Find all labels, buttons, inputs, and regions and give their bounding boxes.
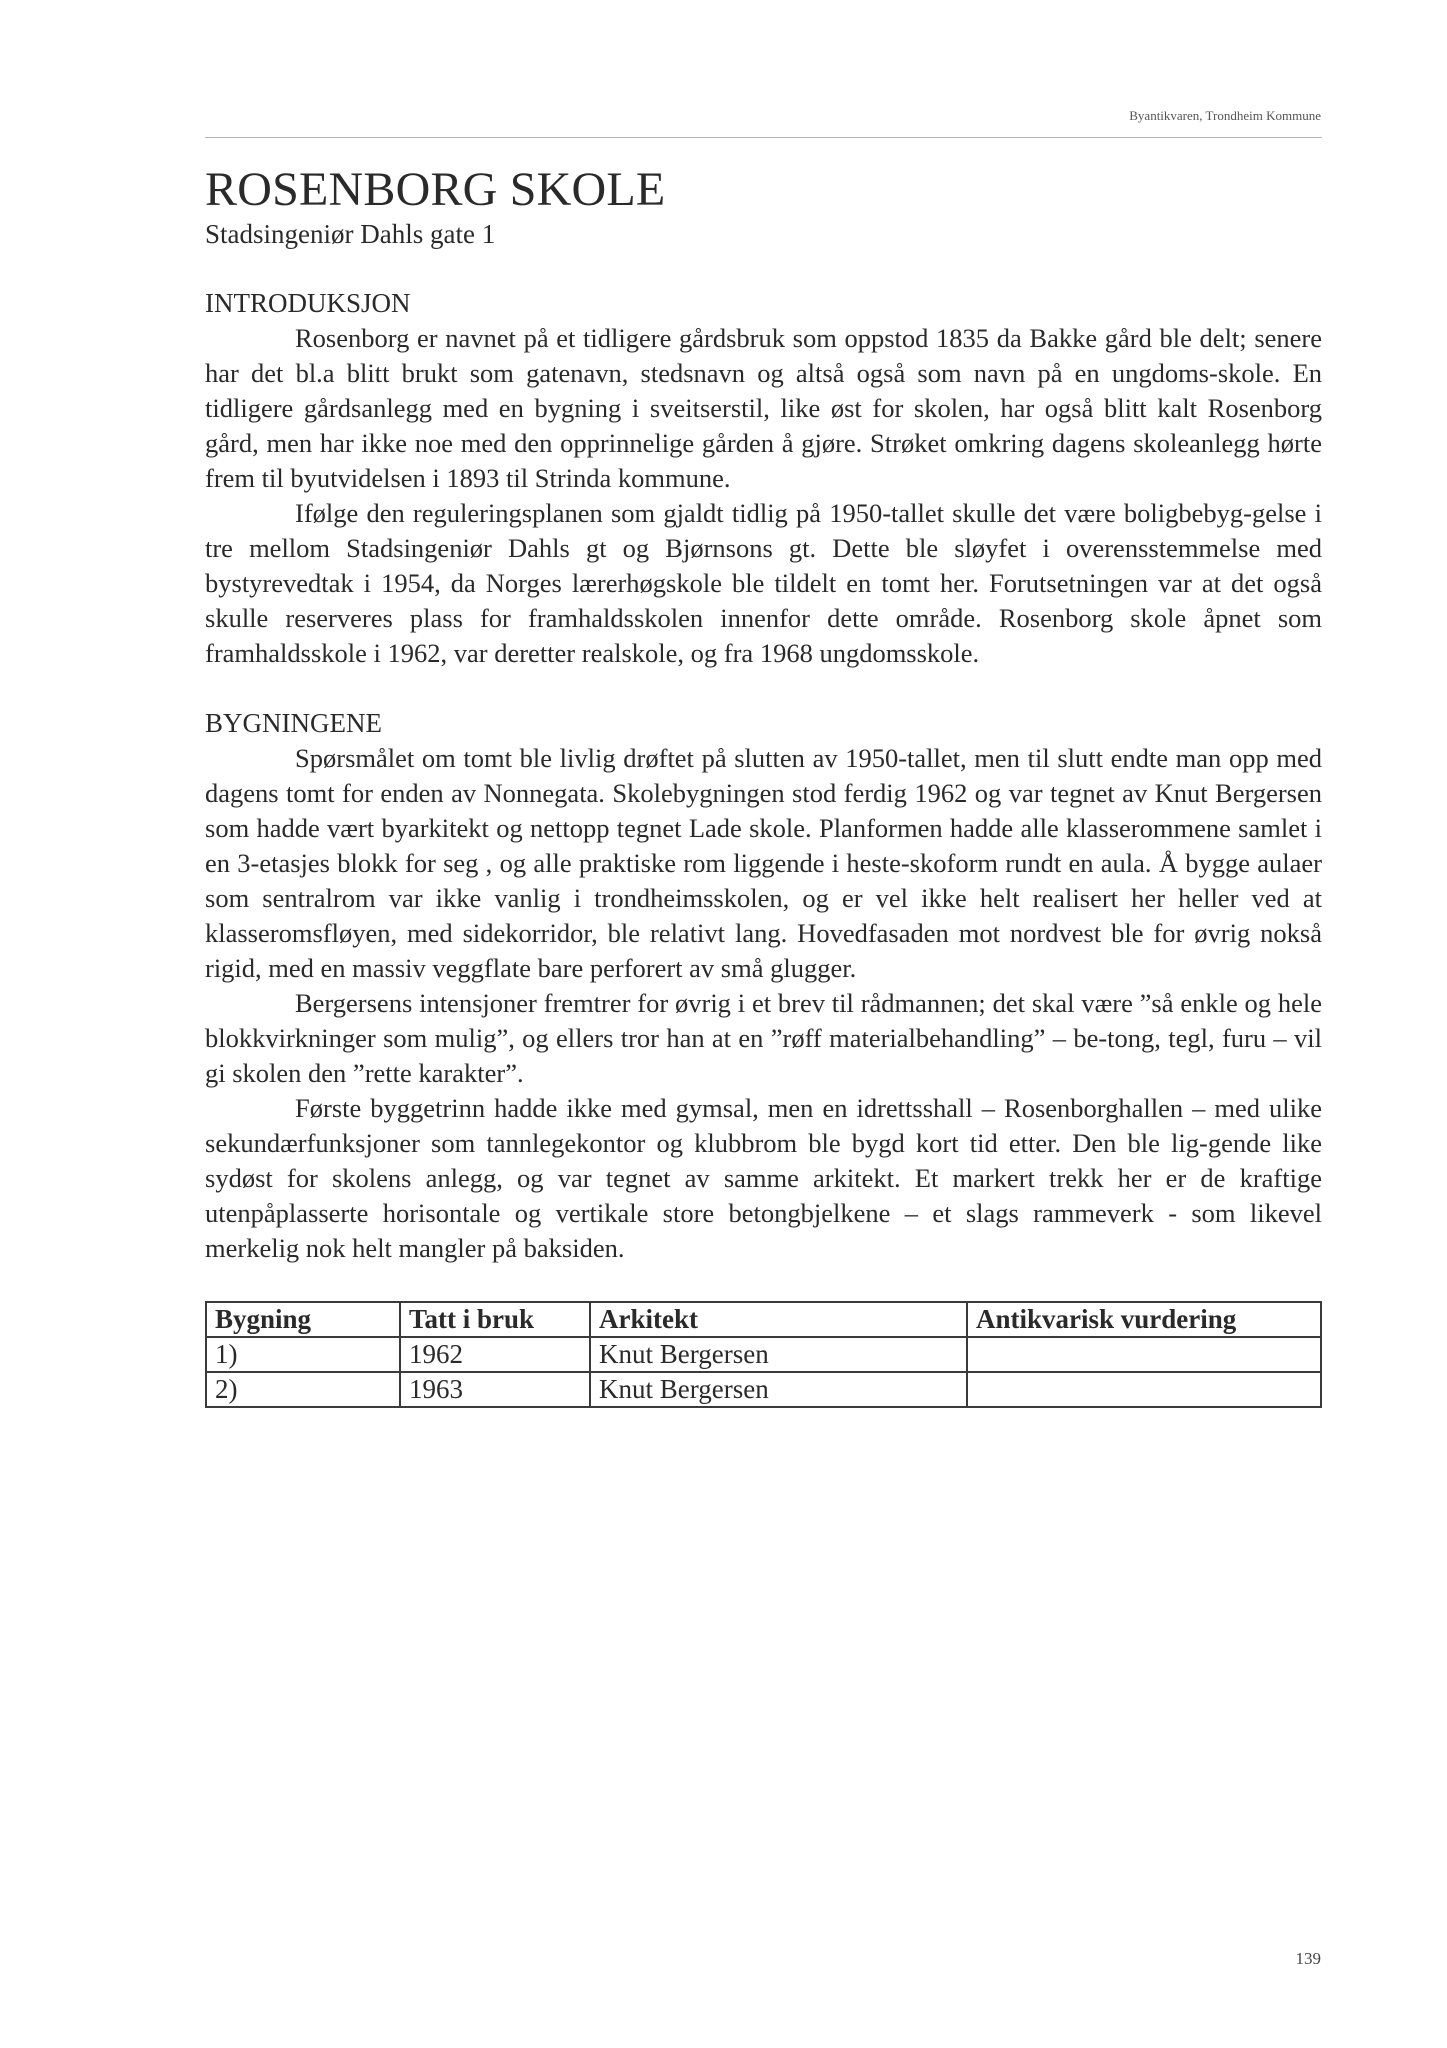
paragraph: Rosenborg er navnet på et tidligere gårdsbruk som oppstod 1835 da Bakke gård ble delt; senere har det bl.a blitt brukt som gatenavn, stedsnavn og altså også som navn på en ungdoms-skole. En tidligere gårdsanlegg med en bygning i sveitserstil, like øst for skolen, har også blitt kalt Rosenborg gård, men har ikke noe med den opprinnelige gården å gjøre. Strøket omkring dagens skoleanlegg hørte frem til byutvidelsen i 1893 til Strinda kommune. (205, 323, 1322, 493)
column-header-antikvarisk-vurdering: Antikvarisk vurdering (967, 1302, 1321, 1337)
section-bygningene (205, 706, 1322, 1266)
page-number: 139 (1295, 1949, 1321, 1968)
section-heading: INTRODUKSJON (205, 288, 411, 318)
page-subtitle: Stadsingeniør Dahls gate 1 (205, 219, 496, 249)
table-cell: Knut Bergersen (590, 1337, 967, 1372)
table-header-row (206, 1302, 1321, 1337)
paragraph: Spørsmålet om tomt ble livlig drøftet på slutten av 1950-tallet, men til slutt endte man opp med dagens tomt for enden av Nonnegata. Skolebygningen stod ferdig 1962 og var tegnet av Knut Bergersen som hadde vært byarkitekt og nettopp tegnet Lade skole. Planformen hadde alle klasserommene samlet i en 3-etasjes blokk for seg , og alle praktiske rom liggende i heste-skoform rundt en aula. Å bygge aulaer som sentralrom var ikke vanlig i trondheimsskolen, og er vel ikke helt realisert her heller ved at klasseromsfløyen, med sidekorridor, ble relativt lang. Hovedfasaden mot nordvest ble for øvrig nokså rigid, med en massiv veggflate bare perforert av små glugger. (205, 743, 1322, 983)
column-header-arkitekt: Arkitekt (590, 1302, 967, 1337)
paragraph: Bergersens intensjoner fremtrer for øvrig i et brev til rådmannen; det skal være ”så enkle og hele blokkvirkninger som mulig”, og ellers tror han at en ”røff materialbehandling” – be-tong, tegl, furu – vil gi skolen den ”rette karakter”. (205, 988, 1322, 1088)
table-cell: 1) (206, 1337, 400, 1372)
column-header-bygning: Bygning (206, 1302, 400, 1337)
column-header-tatt-i-bruk: Tatt i bruk (400, 1302, 590, 1337)
page-title: ROSENBORG SKOLE (205, 163, 666, 216)
running-header: Byantikvaren, Trondheim Kommune (1129, 108, 1321, 123)
section-introduksjon (205, 286, 1322, 671)
table-cell (967, 1337, 1321, 1372)
header-rule (205, 137, 1322, 138)
table-cell: 1962 (400, 1337, 590, 1372)
table-row (206, 1372, 1321, 1407)
page-content (205, 162, 1322, 1408)
table-cell: 2) (206, 1372, 400, 1407)
table-cell: Knut Bergersen (590, 1372, 967, 1407)
building-table (205, 1301, 1322, 1408)
paragraph: Ifølge den reguleringsplanen som gjaldt tidlig på 1950-tallet skulle det være boligbebyg-gelse i tre mellom Stadsingeniør Dahls gt og Bjørnsons gt. Dette ble sløyfet i overensstemmelse med bystyrevedtak i 1954, da Norges lærerhøgskole ble tildelt en tomt her. Forutsetningen var at det også skulle reserveres plass for framhaldsskolen innenfor dette område. Rosenborg skole åpnet som framhaldsskole i 1962, var deretter realskole, og fra 1968 ungdomsskole. (205, 498, 1322, 668)
table-row (206, 1337, 1321, 1372)
table-cell (967, 1372, 1321, 1407)
section-heading: BYGNINGENE (205, 708, 382, 738)
table-cell: 1963 (400, 1372, 590, 1407)
paragraph: Første byggetrinn hadde ikke med gymsal, men en idrettsshall – Rosenborghallen – med ulike sekundærfunksjoner som tannlegekontor og klubbrom ble bygd kort tid etter. Den ble lig-gende like sydøst for skolens anlegg, og var tegnet av samme arkitekt. Et markert trekk her er de kraftige utenpåplasserte horisontale og vertikale store betongbjelkene – et slags rammeverk - som likevel merkelig nok helt mangler på baksiden. (205, 1093, 1322, 1263)
